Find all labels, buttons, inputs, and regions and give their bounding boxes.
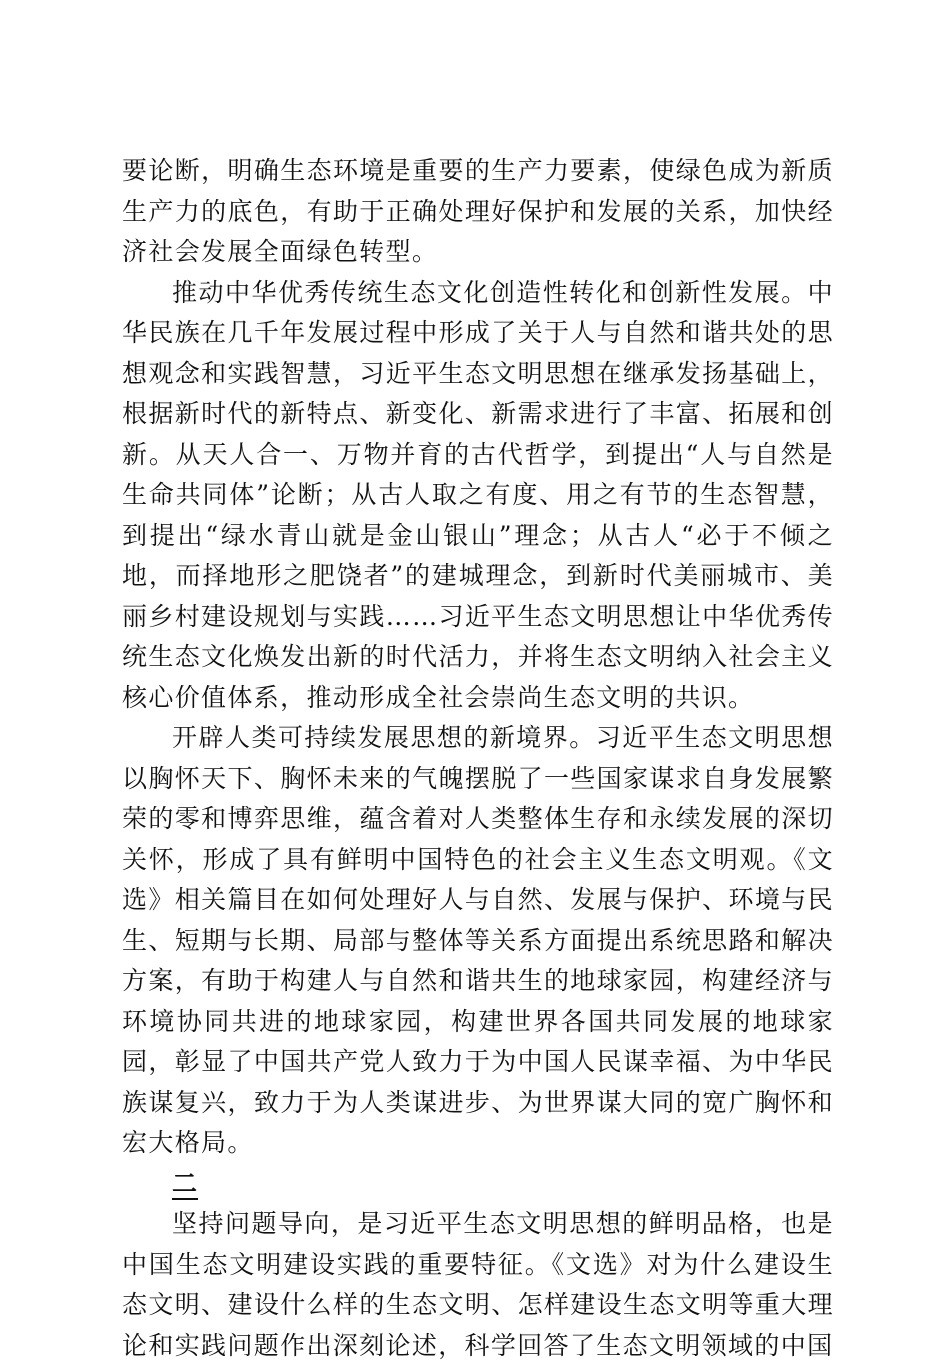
document-body — [122, 151, 834, 1366]
section-heading — [122, 1164, 834, 1205]
paragraph-continuation: 要论断，明确生态环境是重要的生产力要素，使绿色成为新质生产力的底色，有助于正确处理好保护和发展的关系，加快经济社会发展全面绿色转型。 — [122, 156, 834, 266]
paragraph-traditional-eco-culture: 推动中华优秀传统生态文化创造性转化和创新性发展。中华民族在几千年发展过程中形成了关于人与自然和谐共处的思想观念和实践智慧，习近平生态文明思想在继承发扬基础上，根据新时代的新特点、新变化、新需求进行了丰富、拓展和创新。从天人合一、万物并育的古代哲学，到提出“人与自然是生命共同体”论断；从古人取之有度、用之有节的生态智慧，到提出“绿水青山就是金山银山”理念；从古人“必于不倾之地，而择地形之肥饶者”的建城理念，到新时代美丽城市、美丽乡村建设规划与实践……习近平生态文明思想让中华优秀传统生态文化焕发出新的时代活力，并将生态文明纳入社会主义核心价值体系，推动形成全社会崇尚生态文明的共识。 — [122, 277, 834, 712]
section-heading-text: 二 — [172, 1168, 199, 1198]
paragraph-problem-orientation: 坚持问题导向，是习近平生态文明思想的鲜明品格，也是中国生态文明建设实践的重要特征。《文选》对为什么建设生态文明、建设什么样的生态文明、怎样建设生态文明等重大理论和实践问题作出深刻论述，科学回答了生态文明领域的中国 — [122, 1209, 834, 1360]
paragraph-sustainable-development: 开辟人类可持续发展思想的新境界。习近平生态文明思想以胸怀天下、胸怀未来的气魄摆脱了一些国家谋求自身发展繁荣的零和博弈思维，蕴含着对人类整体生存和永续发展的深切关怀，形成了具有鲜明中国特色的社会主义生态文明观。《文选》相关篇目在如何处理好人与自然、发展与保护、环境与民生、短期与长期、局部与整体等关系方面提出系统思路和解决方案，有助于构建人与自然和谐共生的地球家园，构建经济与环境协同共进的地球家园，构建世界各国共同发展的地球家园，彰显了中国共产党人致力于为中国人民谋幸福、为中华民族谋复兴，致力于为人类谋进步、为世界谋大同的宽广胸怀和宏大格局。 — [122, 723, 834, 1157]
